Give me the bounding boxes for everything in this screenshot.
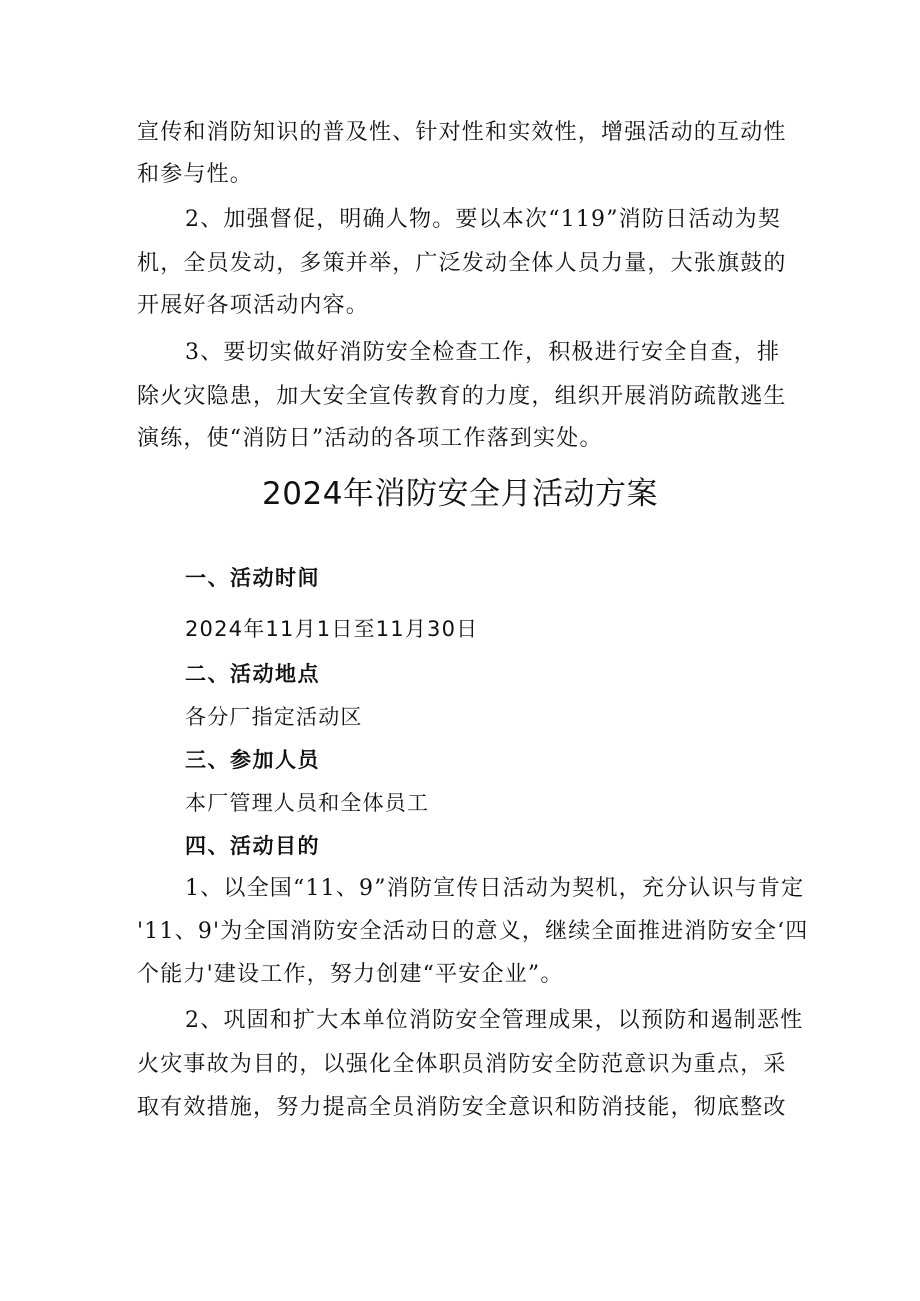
section2-body: 各分厂指定活动区: [185, 705, 363, 729]
goal2-line-3: 取有效措施，努力提高全员消防安全意识和防消技能，彻底整改: [137, 1095, 787, 1120]
point2-line-1: 2、加强督促，明确人物。要以本次“119”消防日活动为契: [185, 207, 782, 232]
intro-line-2: 和参与性。: [137, 162, 254, 187]
section2-heading: 二、活动地点: [185, 662, 320, 686]
point3-line-3: 演练，使“消防日”活动的各项工作落到实处。: [137, 426, 603, 451]
section3-body: 本厂管理人员和全体员工: [185, 791, 430, 815]
goal2-line-2: 火灾事故为目的，以强化全体职员消防安全防范意识为重点，采: [137, 1052, 787, 1077]
point2-line-3: 开展好各项活动内容。: [137, 293, 370, 318]
section3-heading: 三、参加人员: [185, 748, 320, 772]
goal2-line-1: 2、巩固和扩大本单位消防安全管理成果，以预防和遏制恶性: [185, 1008, 804, 1033]
goal1-line-2: '11、9'为全国消防安全活动日的意义，继续全面推进消防安全‘四: [137, 919, 809, 944]
goal1-line-3: 个能力'建设工作，努力创建“平安企业”。: [137, 962, 564, 987]
point3-line-1: 3、要切实做好消防安全检查工作，积极进行安全自查，排: [185, 340, 781, 365]
goal1-line-1: 1、以全国“11、9”消防宣传日活动为契机，充分认识与肯定: [185, 876, 805, 901]
point2-line-2: 机，全员发动，多策并举，广泛发动全体人员力量，大张旗鼓的: [137, 251, 787, 276]
document-title: 2024年消防安全月活动方案: [262, 476, 658, 512]
section1-body: 2024年11月1日至11月30日: [185, 617, 479, 641]
point3-line-2: 除火灾隐患，加大安全宣传教育的力度，组织开展消防疏散逃生: [137, 384, 787, 409]
section1-heading: 一、活动时间: [185, 566, 320, 590]
section4-heading: 四、活动目的: [185, 834, 320, 858]
intro-line-1: 宣传和消防知识的普及性、针对性和实效性，增强活动的互动性: [137, 120, 787, 145]
